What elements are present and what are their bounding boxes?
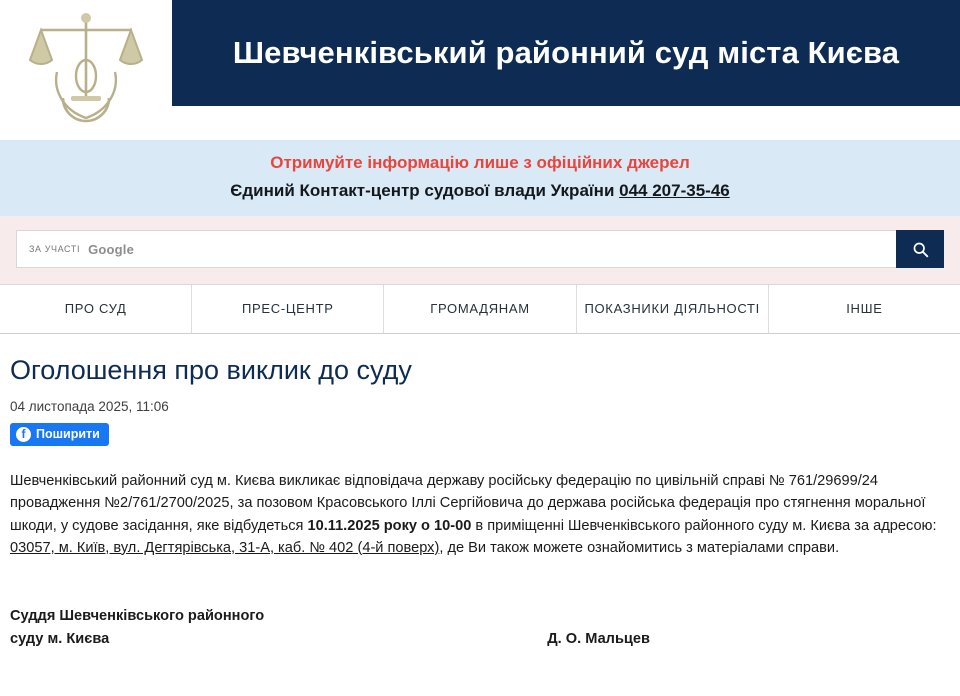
share-button-label: Поширити bbox=[36, 427, 100, 442]
search-input-container[interactable] bbox=[16, 230, 896, 268]
article-timestamp: 04 листопада 2025, 11:06 bbox=[10, 398, 169, 414]
notice-line-2 bbox=[0, 180, 960, 202]
nav-item-pres-tsentr[interactable]: ПРЕС-ЦЕНТР bbox=[192, 285, 384, 333]
facebook-icon: f bbox=[16, 427, 31, 442]
search-branding-label: ЗА УЧАСТІ bbox=[29, 244, 81, 255]
contact-center-label: Єдиний Контакт-центр судової влади України bbox=[230, 181, 615, 201]
nav-item-pokaznyky-diialnosti[interactable]: ПОКАЗНИКИ ДІЯЛЬНОСТІ bbox=[577, 285, 769, 333]
search-section bbox=[0, 216, 960, 284]
search-engine-label: Google bbox=[88, 241, 135, 257]
court-logo bbox=[0, 0, 172, 140]
nav-item-inshe[interactable]: ІНШЕ bbox=[846, 301, 883, 317]
page-title: Оголошення про виклик до суду bbox=[10, 355, 412, 386]
article-text-part-3: , де Ви також можете ознайомитись з матеріалами справи. bbox=[439, 539, 840, 556]
main-navigation bbox=[0, 284, 960, 334]
signature-row bbox=[10, 628, 650, 651]
official-sources-notice bbox=[0, 140, 960, 216]
court-title-banner bbox=[172, 0, 960, 106]
page-heading-court-name: Шевченківський районний суд міста Києва bbox=[232, 35, 900, 71]
signature-line-2: суду м. Києва bbox=[10, 631, 110, 648]
signature-block bbox=[10, 605, 950, 650]
content-spacer bbox=[10, 573, 950, 605]
nav-item-hromadianam[interactable]: ГРОМАДЯНАМ bbox=[384, 285, 576, 333]
site-header bbox=[0, 0, 960, 140]
search-icon bbox=[912, 241, 929, 258]
article-body bbox=[10, 470, 945, 559]
nav-item-pro-sud[interactable]: ПРО СУД bbox=[0, 285, 192, 333]
article-text-part-2: в приміщенні Шевченківського районного суду м. Києва за адресою: bbox=[471, 517, 937, 534]
search-input[interactable] bbox=[142, 240, 884, 258]
article-text-part-1: Шевченківський районний суд м. Києва викликає відповідача державу російську федерацію по цивільній справі № 761/29699/24 провадження №2/761/2700/2025, за позовом Красовського Іллі Сергійовича до держава російська федерація про стягнення моральної шкоди, у судове засідання, яке відбудеться bbox=[10, 473, 926, 534]
scales-of-justice-icon bbox=[27, 10, 145, 130]
signature-line-1: Суддя Шевченківського районного bbox=[10, 608, 265, 625]
court-address: 03057, м. Київ, вул. Дегтярівська, 31-А, каб. № 402 (4-й поверх) bbox=[10, 539, 440, 556]
search-row bbox=[16, 230, 944, 268]
judge-name: Д. О. Мальцев bbox=[547, 631, 650, 648]
search-submit-button[interactable] bbox=[896, 230, 944, 268]
article-content bbox=[0, 334, 960, 650]
notice-line-1: Отримуйте інформацію лише з офіційних джерел bbox=[270, 153, 690, 172]
contact-center-phone[interactable]: 044 207-35-46 bbox=[619, 181, 730, 201]
hearing-datetime: 10.11.2025 року о 10-00 bbox=[307, 517, 472, 534]
facebook-share-button[interactable] bbox=[10, 423, 109, 446]
